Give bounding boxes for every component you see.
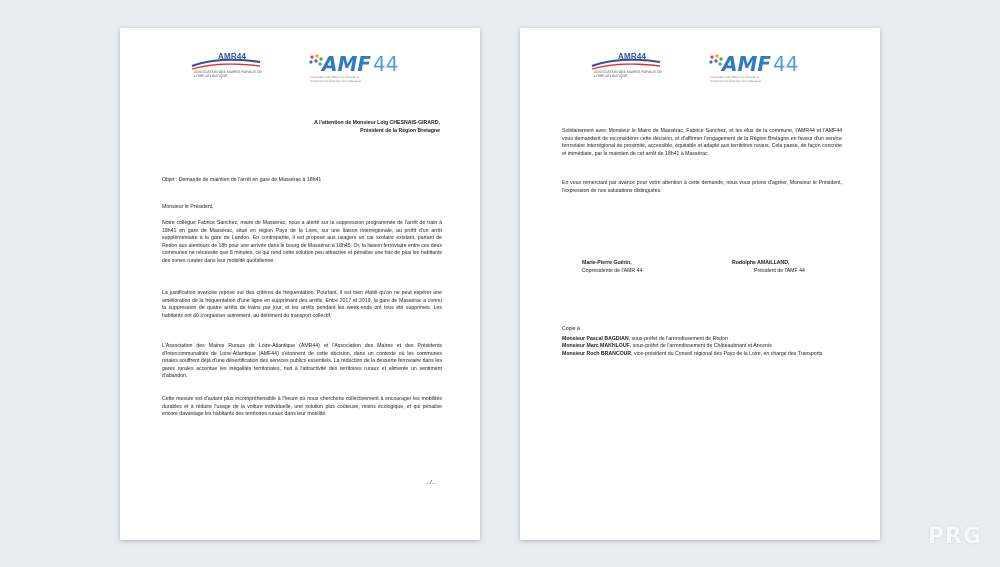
- subject-line: Objet : Demande de maintien de l'arrêt en gare de Massérac à 18h41: [162, 177, 322, 183]
- signature-1-name: Marie-Pierre Guérin,: [582, 260, 632, 266]
- signature-1: [582, 260, 702, 275]
- amf-subtitle: Association des Maires et Présidents d'Intercommunalité de Loire-Atlantique: [710, 75, 762, 83]
- signature-1-role: Coprésidente de l'AMR 44: [582, 267, 643, 274]
- amf-subtitle: Association des Maires et Présidents d'Intercommunalité de Loire-Atlantique: [310, 75, 362, 83]
- amr-subtitle: ASSOCIATION DES MAIRES RURAUX DE LOIRE-ATLANTIQUE: [194, 70, 262, 78]
- paragraph-2: La justification avancée repose sur des critères de fréquentation. Pourtant, il est bien établi qu'on ne peut espérer une amélioration de la fréquentation d'une ligne en supprimant des arrêts. Entre 2017 et 2019, la gare de Massérac a connu la suppression de quatre arrêts de trains par jour, et les arrêts pendant les week-ends ont tous été supprimés. Les habitants ont dû s'organiser autrement, au détriment du transport collectif.: [162, 290, 442, 319]
- amr44-logo: [590, 48, 665, 84]
- amf44-logo: [308, 52, 408, 86]
- amr-title: AMR44: [218, 52, 247, 61]
- copy-recipient: Monsieur Roch BRANCOUR, vice-président du Conseil régional des Pays de la Loire, en charge des Transports: [562, 350, 823, 357]
- paragraph-1: Notre collègue Fabrice Sanchez, maire de Massérac, nous a alerté sur la suppression programmée de l'arrêt de train à 18h41 en gare de Massérac, situé en région Pays de la Loire, sur une liaison interrégionale, au profit d'un arrêt supplémentaire à la gare de Landon. En contrepartie, il est proposé aux usagers un car scolaire existant, partant de Redon aux alentours de 18h pour une arrivée dans le bourg de Massérac à 18h45. Or, la liaison ferroviaire entre ces deux communes ne nécessite que 8 minutes, ce qui rend cette solution peu attractive et pénalise une fois de plus les habitants des zones rurales dans leur mobilité quotidienne.: [162, 220, 443, 264]
- copy-recipient: Monsieur Marc MAKHLOUF, sous-préfet de l'arrondissement de Châteaubriant et Ancenis: [562, 343, 772, 350]
- amr-subtitle: ASSOCIATION DES MAIRES RURAUX DE LOIRE-ATLANTIQUE: [594, 70, 662, 78]
- amr44-logo: [190, 48, 265, 84]
- amr-title: AMR44: [618, 52, 647, 61]
- recipient-line-1: A l'attention de Monsieur Loïg CHESNAIS-GIRARD,: [314, 120, 440, 126]
- letter-page-1: [120, 28, 480, 540]
- paragraph-5: Solidairement avec Monsieur le Maire de Massérac, Fabrice Sanchez, et les élus de la commune, l'AMR44 et l'AMF44 vous demandent de reconsidérer cette décision, et d'affirmer l'engagement de la Région Bretagne en faveur d'un service ferroviaire interrégional de proximité, accessible, équitable et adapté aux territoires ruraux. Cela passe, de façon concrète et immédiate, par le maintien de cet arrêt de 18h41 à Massérac.: [562, 128, 842, 157]
- copies-label: Copie à: [562, 326, 580, 332]
- amf-title: AMF 44: [722, 52, 799, 76]
- amf44-logo: [708, 52, 808, 86]
- salutation: Monsieur le Président,: [162, 204, 214, 210]
- continued-mark: …/…: [425, 480, 437, 486]
- recipient-block: [280, 120, 440, 135]
- letter-page-2: [520, 28, 880, 540]
- signature-2-role: Président de l'AMF 44: [754, 267, 805, 274]
- signature-2: [732, 260, 852, 275]
- logo-header: [190, 48, 410, 88]
- paragraph-4: Cette mesure est d'autant plus incompréhensible à l'heure où nous cherchons collectivement à encourager les mobilités durables et à réduire l'usage de la voiture individuelle, une solution plus coûteuse, moins écologique, et qui pénalise encore davantage les habitants des territoires ruraux dans leur mobilité.: [162, 396, 442, 418]
- recipient-line-2: Président de la Région Bretagne: [360, 127, 440, 134]
- copy-recipient: Monsieur Pascal BAGDIAN, sous-préfet de l'arrondissement de Redon: [562, 335, 728, 342]
- paragraph-6: En vous remerciant par avance pour votre attention à cette demande, nous vous prions d'agréer, Monsieur le Président, l'expression de nos salutations distinguées.: [562, 180, 842, 194]
- signature-2-name: Rodolphe AMAILLAND,: [732, 260, 790, 266]
- paragraph-3: L'Association des Maires Ruraux de Loire-Atlantique (AMR44) et l'Association des Maires et des Présidents d'Intercommunalités de Loire-Atlantique (AMF44) s'étonnent de cette décision, dans un contexte où les communes rurales souffrent déjà d'une désertification des services publics essentiels. La réduction de la desserte ferroviaire dans les gares rurales accentue les inégalités territoriales, nuit à l'attractivité des territoires ruraux et alimente un sentiment d'abandon.: [162, 343, 442, 380]
- watermark: PRG: [927, 524, 982, 549]
- copies-block: [562, 326, 842, 358]
- amf-title: AMF 44: [322, 52, 399, 76]
- logo-header: [590, 48, 810, 88]
